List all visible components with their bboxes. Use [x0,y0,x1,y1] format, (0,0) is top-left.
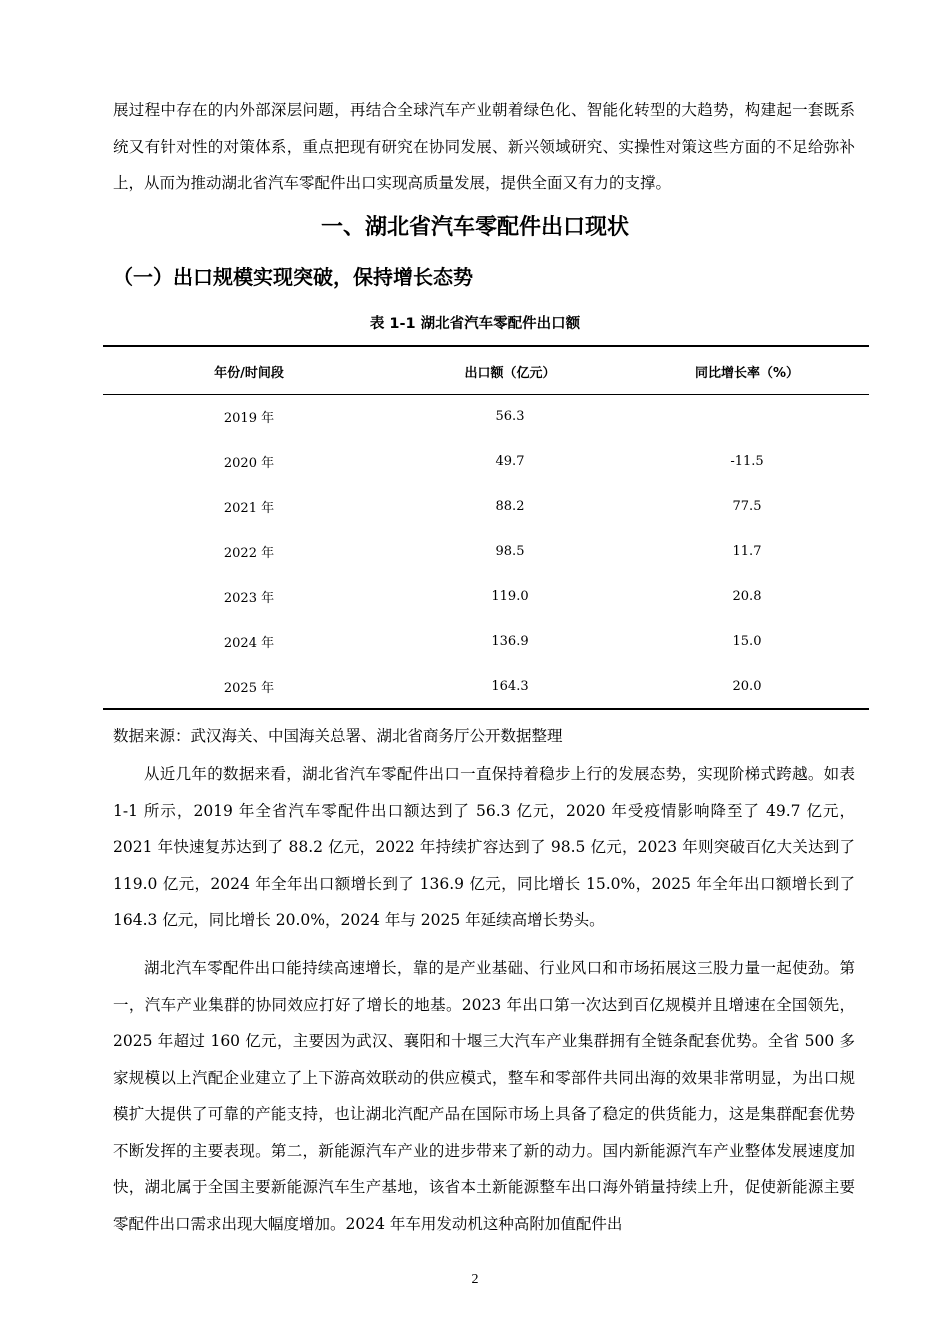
cell-year: 2020 年 [223,456,275,471]
cell-export-value: 164.3 [491,679,529,694]
cell-growth-rate: 20.0 [732,679,762,694]
page-number: 2 [471,1272,479,1287]
cell-year: 2023 年 [223,591,275,606]
cell-growth-rate: 15.0 [732,634,762,649]
header-year: 年份/时间段 [214,366,284,381]
cell-year: 2019 年 [223,411,275,426]
table-row [103,619,869,664]
cell-growth-rate: 20.8 [732,589,762,604]
section-heading: 一、湖北省汽车零配件出口现状 [320,215,629,240]
cell-export-value: 98.5 [495,544,525,559]
table-top-rule [103,345,869,347]
table-header-row [103,349,869,394]
cell-export-value: 49.7 [495,454,525,469]
cell-growth-rate: 77.5 [732,499,762,514]
cell-year: 2025 年 [223,681,275,696]
intro-paragraph: 展过程中存在的内外部深层问题，再结合全球汽车产业朝着绿色化、智能化转型的大趋势，构建起一套既系统又有针对性的对策体系，重点把现有研究在协同发展、新兴领域研究、实操性对策这些方面的不足给弥补上，从而为推动湖北省汽车零配件出口实现高质量发展，提供全面又有力的支撑。 [113,101,855,192]
table-row [103,664,869,709]
cell-year: 2024 年 [223,636,275,651]
cell-growth-rate [625,394,869,439]
data-source-note: 数据来源：武汉海关、中国海关总署、湖北省商务厅公开数据整理 [113,727,563,745]
header-growth-rate: 同比增长率（%） [694,366,800,381]
cell-export-value: 56.3 [495,409,525,424]
cell-year: 2021 年 [223,501,275,516]
cell-growth-rate: 11.7 [732,544,762,559]
table-row [103,394,869,439]
body-paragraph-2: 从近几年的数据来看，湖北省汽车零配件出口一直保持着稳步上行的发展态势，实现阶梯式跨越。如表 1-1 所示，2019 年全省汽车零配件出口额达到了 56.3 亿元，2020 年受疫情影响降至了 49.7 亿元，2021 年快速复苏达到了 88.2 亿元，2022 年持续扩容达到了 98.5 亿元，2023 年则突破百亿大关达到了 119.0 亿元，2024 年全年出口额增长到了 136.9 亿元，同比增长 15.0%，2025 年全年出口额增长到了 164.3 亿元，同比增长 20.0%，2024 年与 2025 年延续高增长势头。 [113,765,855,929]
subsection-heading: （一）出口规模实现突破，保持增长态势 [113,265,473,289]
cell-export-value: 88.2 [495,499,525,514]
table-row [103,439,869,484]
table-row [103,529,869,574]
cell-growth-rate: -11.5 [730,454,764,469]
table-row [103,484,869,529]
cell-export-value: 136.9 [491,634,529,649]
cell-year: 2022 年 [223,546,275,561]
table-caption: 表 1-1 湖北省汽车零配件出口额 [369,316,581,332]
export-table [103,349,869,709]
cell-export-value: 119.0 [491,589,529,604]
body-paragraph-3: 湖北汽车零配件出口能持续高速增长，靠的是产业基础、行业风口和市场拓展这三股力量一起使劲。第一，汽车产业集群的协同效应打好了增长的地基。2023 年出口第一次达到百亿规模并且增速在全国领先，2025 年超过 160 亿元，主要因为武汉、襄阳和十堰三大汽车产业集群拥有全链条配套优势。全省 500 多家规模以上汽配企业建立了上下游高效联动的供应模式，整车和零部件共同出海的效果非常明显，为出口规模扩大提供了可靠的产能支持，也让湖北汽配产品在国际市场上具备了稳定的供货能力，这是集群配套优势不断发挥的主要表现。第二，新能源汽车产业的进步带来了新的动力。国内新能源汽车产业整体发展速度加快，湖北属于全国主要新能源汽车生产基地，该省本土新能源整车出口海外销量持续上升，促使新能源主要零配件出口需求出现大幅度增加。2024 年车用发动机这种高附加值配件出 [113,959,855,1233]
header-export-value: 出口额（亿元） [464,366,556,381]
table-row [103,574,869,619]
